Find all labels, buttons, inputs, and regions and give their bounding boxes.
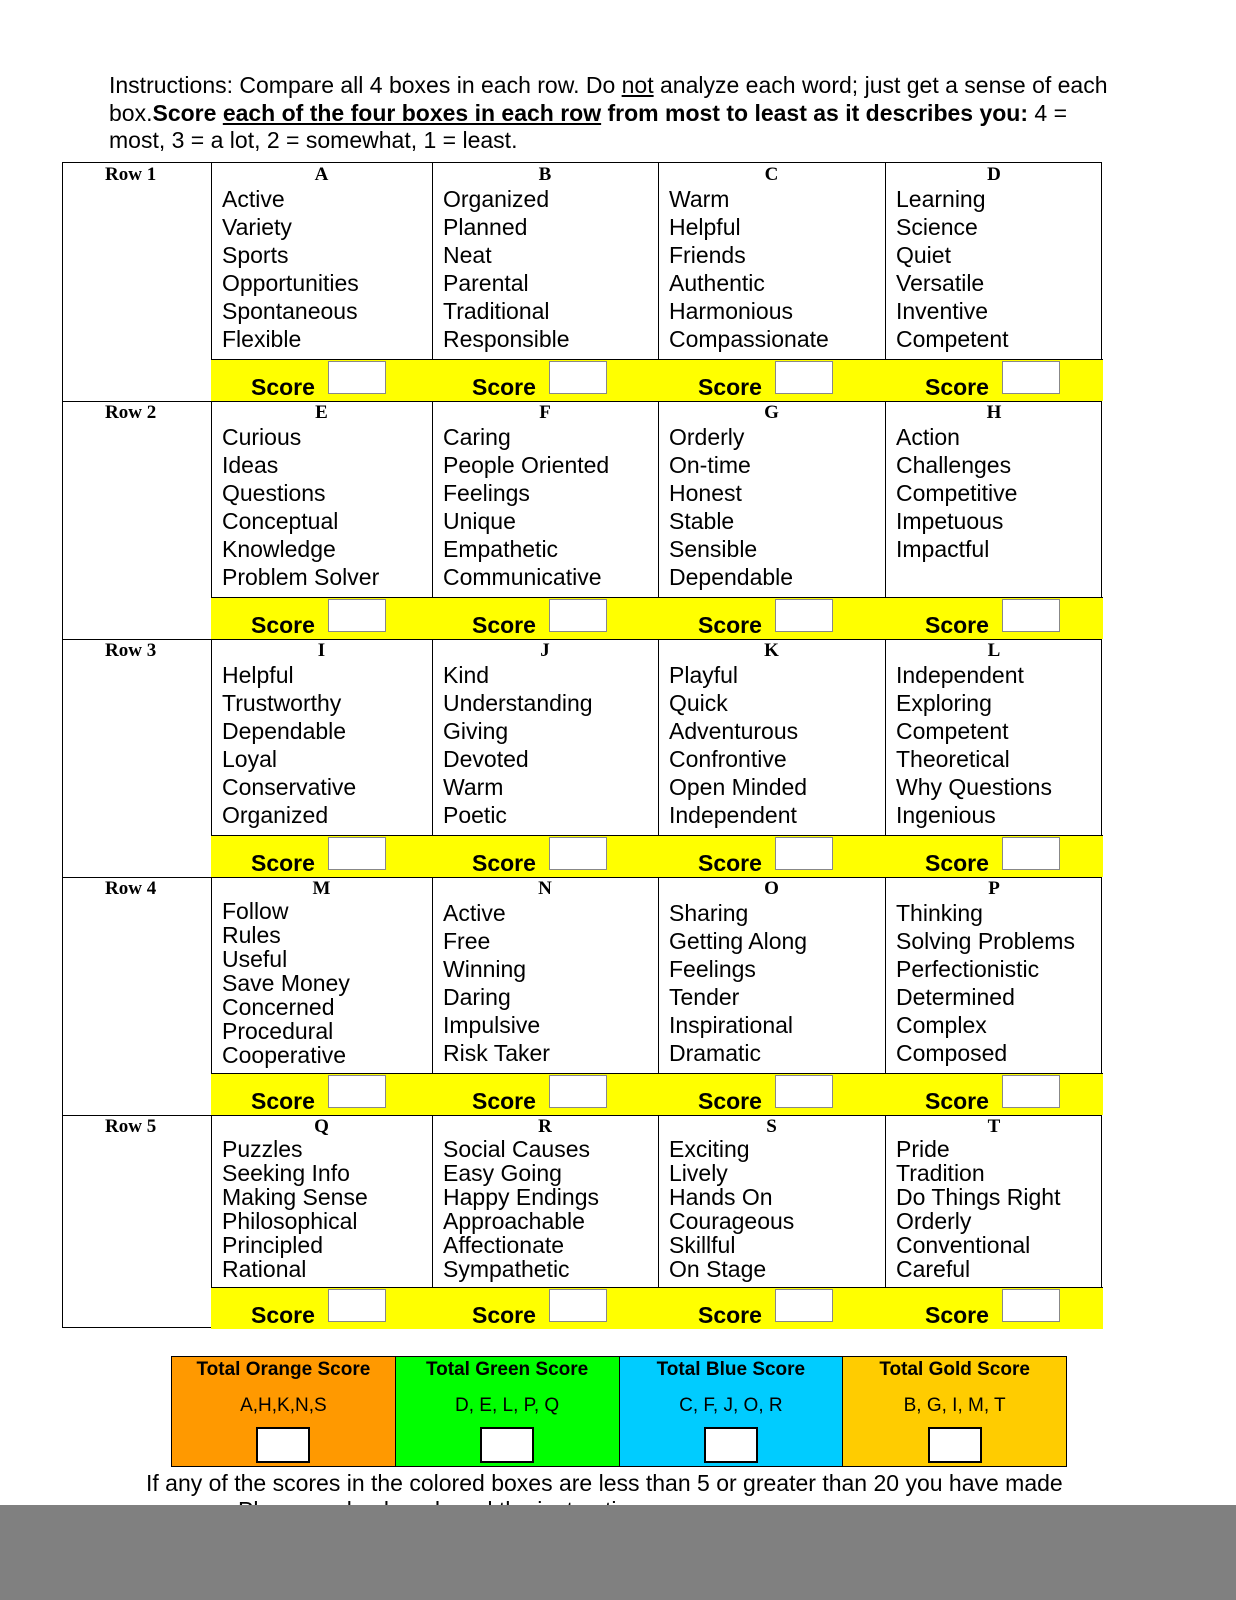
score-input-d[interactable] — [1002, 361, 1060, 394]
instructions-text: Instructions: Compare all 4 boxes in each row. Do — [109, 72, 622, 98]
box-letter: S — [766, 1116, 777, 1137]
word-item: Organized — [222, 802, 329, 828]
score-label: Score — [472, 850, 536, 876]
word-item: Active — [443, 900, 506, 926]
box-letter: Q — [314, 1116, 329, 1137]
word-item: Open Minded — [669, 774, 808, 800]
word-item: Caring — [443, 424, 511, 450]
word-item: Kind — [443, 662, 490, 688]
word-item: Ideas — [222, 452, 279, 478]
word-item: Neat — [443, 242, 492, 268]
word-item: Responsible — [443, 326, 570, 352]
word-item: Tender — [669, 984, 740, 1010]
box-letter: D — [987, 164, 1001, 185]
bottom-gray-bar — [0, 1505, 1236, 1600]
score-label: Score — [251, 1302, 315, 1328]
word-item: Principled — [222, 1232, 323, 1258]
box-letter: P — [988, 878, 1000, 899]
score-label: Score — [925, 1302, 989, 1328]
word-item: Perfectionistic — [896, 956, 1040, 982]
score-bar — [885, 359, 1103, 401]
word-list — [669, 899, 807, 1067]
word-item: Competent — [896, 718, 1009, 744]
instructions-bold-underlined: each of the four boxes in each row — [222, 99, 602, 126]
word-list — [669, 185, 829, 353]
score-input-a[interactable] — [328, 361, 386, 394]
word-item: Orderly — [896, 1208, 972, 1234]
box-letter: R — [538, 1116, 552, 1137]
word-item: Making Sense — [222, 1184, 368, 1210]
word-item: Inspirational — [669, 1012, 794, 1038]
word-item: Devoted — [443, 746, 529, 772]
total-cell — [172, 1357, 396, 1466]
word-item: Curious — [222, 424, 302, 450]
word-item: Action — [896, 424, 960, 450]
score-bar — [211, 359, 432, 401]
row-label: Row 4 — [105, 878, 157, 899]
word-item: Save Money — [222, 970, 350, 996]
score-input-h[interactable] — [1002, 599, 1060, 632]
word-item: Risk Taker — [443, 1040, 550, 1066]
word-item: Approachable — [443, 1208, 585, 1234]
score-label: Score — [698, 850, 762, 876]
score-bar — [658, 835, 885, 877]
score-input-j[interactable] — [549, 837, 607, 870]
box-letter: K — [764, 640, 779, 661]
word-item: Adventurous — [669, 718, 799, 744]
row-label: Row 2 — [105, 402, 157, 423]
score-input-m[interactable] — [328, 1075, 386, 1108]
row-label: Row 3 — [105, 640, 157, 661]
word-item: Skillful — [669, 1232, 736, 1258]
word-item: Flexible — [222, 326, 302, 352]
word-item: Knowledge — [222, 536, 336, 562]
word-item: Exploring — [896, 690, 992, 716]
word-item: Playful — [669, 662, 739, 688]
word-list — [222, 185, 359, 353]
total-cell — [620, 1357, 844, 1466]
box-letter: M — [312, 878, 331, 899]
word-item: Social Causes — [443, 1136, 591, 1162]
score-input-k[interactable] — [775, 837, 833, 870]
score-input-s[interactable] — [775, 1289, 833, 1322]
word-item: Planned — [443, 214, 528, 240]
row-label: Row 5 — [105, 1116, 157, 1137]
score-label: Score — [472, 1088, 536, 1114]
word-item: Authentic — [669, 270, 765, 296]
score-input-e[interactable] — [328, 599, 386, 632]
word-item: Philosophical — [222, 1208, 358, 1234]
word-item: Helpful — [669, 214, 741, 240]
word-item: Sharing — [669, 900, 749, 926]
grid-vline — [885, 163, 886, 1327]
word-item: Science — [896, 214, 978, 240]
word-list — [443, 423, 609, 591]
word-item: Harmonious — [669, 298, 793, 324]
word-item: Seeking Info — [222, 1160, 350, 1186]
word-item: Compassionate — [669, 326, 829, 352]
word-item: Feelings — [443, 480, 530, 506]
box-letter: H — [986, 402, 1002, 423]
box-letter: G — [764, 402, 779, 423]
grid-vline — [658, 163, 659, 1327]
word-item: Conventional — [896, 1232, 1031, 1258]
word-item: Theoretical — [896, 746, 1010, 772]
instructions-bold-2: from most to least as it describes you: — [601, 99, 1029, 126]
word-item: Rules — [222, 922, 281, 948]
word-item: Opportunities — [222, 270, 359, 296]
score-bar — [211, 835, 432, 877]
word-item: Independent — [669, 802, 797, 828]
word-item: Concerned — [222, 994, 335, 1020]
word-list — [222, 423, 379, 591]
word-item: Happy Endings — [443, 1184, 599, 1210]
score-bar — [885, 835, 1103, 877]
word-item: Versatile — [896, 270, 985, 296]
score-label: Score — [251, 374, 315, 400]
total-score-input[interactable] — [928, 1427, 982, 1463]
word-item: Complex — [896, 1012, 987, 1038]
word-list — [669, 661, 807, 829]
word-item: Stable — [669, 508, 735, 534]
word-item: Dramatic — [669, 1040, 762, 1066]
word-item: Free — [443, 928, 491, 954]
word-item: Feelings — [669, 956, 756, 982]
word-item: Problem Solver — [222, 564, 380, 590]
word-list — [222, 661, 356, 829]
box-letter: C — [764, 164, 779, 185]
score-input-q[interactable] — [328, 1289, 386, 1322]
total-score-input[interactable] — [480, 1427, 534, 1463]
score-label: Score — [251, 1088, 315, 1114]
score-input-l[interactable] — [1002, 837, 1060, 870]
score-label: Score — [698, 1302, 762, 1328]
word-item: Inventive — [896, 298, 989, 324]
score-bar — [658, 359, 885, 401]
score-bar — [885, 1073, 1103, 1115]
word-item: Tradition — [896, 1160, 985, 1186]
instructions-text-2: analyze each word; just get a sense of each box. — [109, 72, 1108, 126]
word-item: Understanding — [443, 690, 593, 716]
score-bar — [658, 1073, 885, 1115]
word-item: Impulsive — [443, 1012, 541, 1038]
word-item: Honest — [669, 480, 742, 506]
box-letter: A — [314, 164, 329, 185]
total-title: Total Blue Score — [656, 1359, 806, 1380]
score-label: Score — [251, 850, 315, 876]
score-input-g[interactable] — [775, 599, 833, 632]
word-list — [896, 185, 1009, 353]
word-item: Dependable — [669, 564, 794, 590]
box-letter: F — [539, 402, 551, 423]
total-cell — [843, 1357, 1066, 1466]
word-item: Thinking — [896, 900, 983, 926]
word-item: Easy Going — [443, 1160, 562, 1186]
word-item: Giving — [443, 718, 509, 744]
word-item: Procedural — [222, 1018, 334, 1044]
score-label: Score — [925, 1088, 989, 1114]
word-item: Impetuous — [896, 508, 1004, 534]
box-letter: N — [538, 878, 552, 899]
word-item: Quiet — [896, 242, 951, 268]
word-item: Sensible — [669, 536, 758, 562]
total-title: Total Green Score — [425, 1359, 589, 1380]
word-item: Orderly — [669, 424, 745, 450]
box-letter: L — [987, 640, 1001, 661]
score-input-t[interactable] — [1002, 1289, 1060, 1322]
word-item: Confrontive — [669, 746, 787, 772]
box-letter: E — [315, 402, 328, 423]
instructions-bold: Score — [152, 99, 223, 126]
score-bar — [211, 1073, 432, 1115]
word-item: Dependable — [222, 718, 347, 744]
total-letters: A,H,K,N,S — [240, 1395, 327, 1416]
word-item: Why Questions — [896, 774, 1052, 800]
score-label: Score — [925, 612, 989, 638]
word-list — [896, 423, 1017, 563]
instructions-not: not — [621, 72, 654, 98]
word-list — [896, 899, 1075, 1067]
word-list — [669, 423, 793, 591]
word-item: Cooperative — [222, 1042, 347, 1068]
word-item: Trustworthy — [222, 690, 342, 716]
total-score-input[interactable] — [256, 1427, 310, 1463]
score-label: Score — [472, 374, 536, 400]
word-item: Follow — [222, 898, 289, 924]
word-item: Winning — [443, 956, 527, 982]
score-bar — [432, 597, 658, 639]
grid-vline — [432, 163, 433, 1327]
word-item: Do Things Right — [896, 1184, 1061, 1210]
score-bar — [658, 597, 885, 639]
word-list — [222, 899, 350, 1067]
word-item: Poetic — [443, 802, 507, 828]
score-input-f[interactable] — [549, 599, 607, 632]
score-input-i[interactable] — [328, 837, 386, 870]
score-input-p[interactable] — [1002, 1075, 1060, 1108]
word-item: On-time — [669, 452, 751, 478]
word-item: Helpful — [222, 662, 294, 688]
word-item: Loyal — [222, 746, 277, 772]
word-item: Challenges — [896, 452, 1012, 478]
word-list — [443, 899, 550, 1067]
word-list — [896, 661, 1052, 829]
word-item: Sympathetic — [443, 1256, 570, 1282]
total-title: Total Gold Score — [879, 1359, 1030, 1380]
word-item: Friends — [669, 242, 746, 268]
word-item: Variety — [222, 214, 292, 240]
box-letter: I — [317, 640, 326, 661]
word-item: Active — [222, 186, 285, 212]
word-item: Rational — [222, 1256, 307, 1282]
score-bar — [432, 835, 658, 877]
word-list — [222, 1137, 368, 1281]
word-item: Composed — [896, 1040, 1008, 1066]
word-item: Competent — [896, 326, 1009, 352]
row-label: Row 1 — [105, 164, 157, 185]
score-label: Score — [925, 374, 989, 400]
score-bar — [658, 1287, 885, 1329]
score-bar — [211, 597, 432, 639]
word-item: Spontaneous — [222, 298, 358, 324]
total-cell — [396, 1357, 620, 1466]
word-item: Conservative — [222, 774, 357, 800]
footer-note: If any of the scores in the colored boxes are less than 5 or greater than 20 you have made — [146, 1470, 1063, 1496]
word-list — [443, 661, 593, 829]
score-bar — [885, 1287, 1103, 1329]
score-label: Score — [698, 612, 762, 638]
word-list — [896, 1137, 1061, 1281]
word-item: Daring — [443, 984, 511, 1010]
word-item: Warm — [443, 774, 504, 800]
personality-grid — [62, 162, 1102, 1328]
word-item: Communicative — [443, 564, 602, 590]
word-item: Empathetic — [443, 536, 559, 562]
total-letters: B, G, I, M, T — [903, 1395, 1006, 1416]
word-item: Solving Problems — [896, 928, 1075, 954]
word-item: Impactful — [896, 536, 990, 562]
word-item: Courageous — [669, 1208, 795, 1234]
score-label: Score — [698, 374, 762, 400]
word-item: Affectionate — [443, 1232, 565, 1258]
score-input-o[interactable] — [775, 1075, 833, 1108]
box-letter: J — [540, 640, 550, 661]
box-letter: B — [538, 164, 552, 185]
word-item: Sports — [222, 242, 289, 268]
totals-table — [171, 1356, 1067, 1467]
word-item: Conceptual — [222, 508, 339, 534]
word-item: Parental — [443, 270, 529, 296]
score-label: Score — [251, 612, 315, 638]
score-input-r[interactable] — [549, 1289, 607, 1322]
word-item: Careful — [896, 1256, 971, 1282]
word-item: Competitive — [896, 480, 1018, 506]
score-bar — [885, 597, 1103, 639]
word-item: Getting Along — [669, 928, 808, 954]
total-title: Total Orange Score — [196, 1359, 371, 1380]
score-label: Score — [925, 850, 989, 876]
word-item: Determined — [896, 984, 1015, 1010]
score-input-n[interactable] — [549, 1075, 607, 1108]
word-item: Useful — [222, 946, 288, 972]
word-list — [443, 185, 570, 353]
word-item: Learning — [896, 186, 986, 212]
word-item: Organized — [443, 186, 550, 212]
word-item: Lively — [669, 1160, 728, 1186]
word-item: Warm — [669, 186, 730, 212]
word-item: People Oriented — [443, 452, 610, 478]
word-item: Independent — [896, 662, 1024, 688]
word-item: Quick — [669, 690, 728, 716]
score-bar — [432, 1287, 658, 1329]
instructions-scale: 4 = most, 3 = a lot, 2 = somewhat, 1 = least. — [109, 99, 1068, 153]
score-bar — [432, 1073, 658, 1115]
word-item: On Stage — [669, 1256, 767, 1282]
score-input-b[interactable] — [549, 361, 607, 394]
word-list — [443, 1137, 599, 1281]
word-item: Questions — [222, 480, 326, 506]
total-letters: D, E, L, P, Q — [455, 1395, 560, 1416]
score-label: Score — [698, 1088, 762, 1114]
score-bar — [211, 1287, 432, 1329]
score-input-c[interactable] — [775, 361, 833, 394]
total-score-input[interactable] — [704, 1427, 758, 1463]
grid-vline — [211, 163, 212, 1327]
score-bar — [432, 359, 658, 401]
score-label: Score — [472, 612, 536, 638]
word-item: Puzzles — [222, 1136, 303, 1162]
word-item: Ingenious — [896, 802, 996, 828]
word-item: Exciting — [669, 1136, 750, 1162]
instructions — [109, 72, 1109, 155]
word-item: Hands On — [669, 1184, 773, 1210]
box-letter: T — [987, 1116, 1001, 1137]
word-item: Traditional — [443, 298, 550, 324]
total-letters: C, F, J, O, R — [679, 1395, 783, 1416]
word-item: Unique — [443, 508, 516, 534]
word-item: Pride — [896, 1136, 950, 1162]
word-list — [669, 1137, 794, 1281]
box-letter: O — [764, 878, 779, 899]
score-label: Score — [472, 1302, 536, 1328]
